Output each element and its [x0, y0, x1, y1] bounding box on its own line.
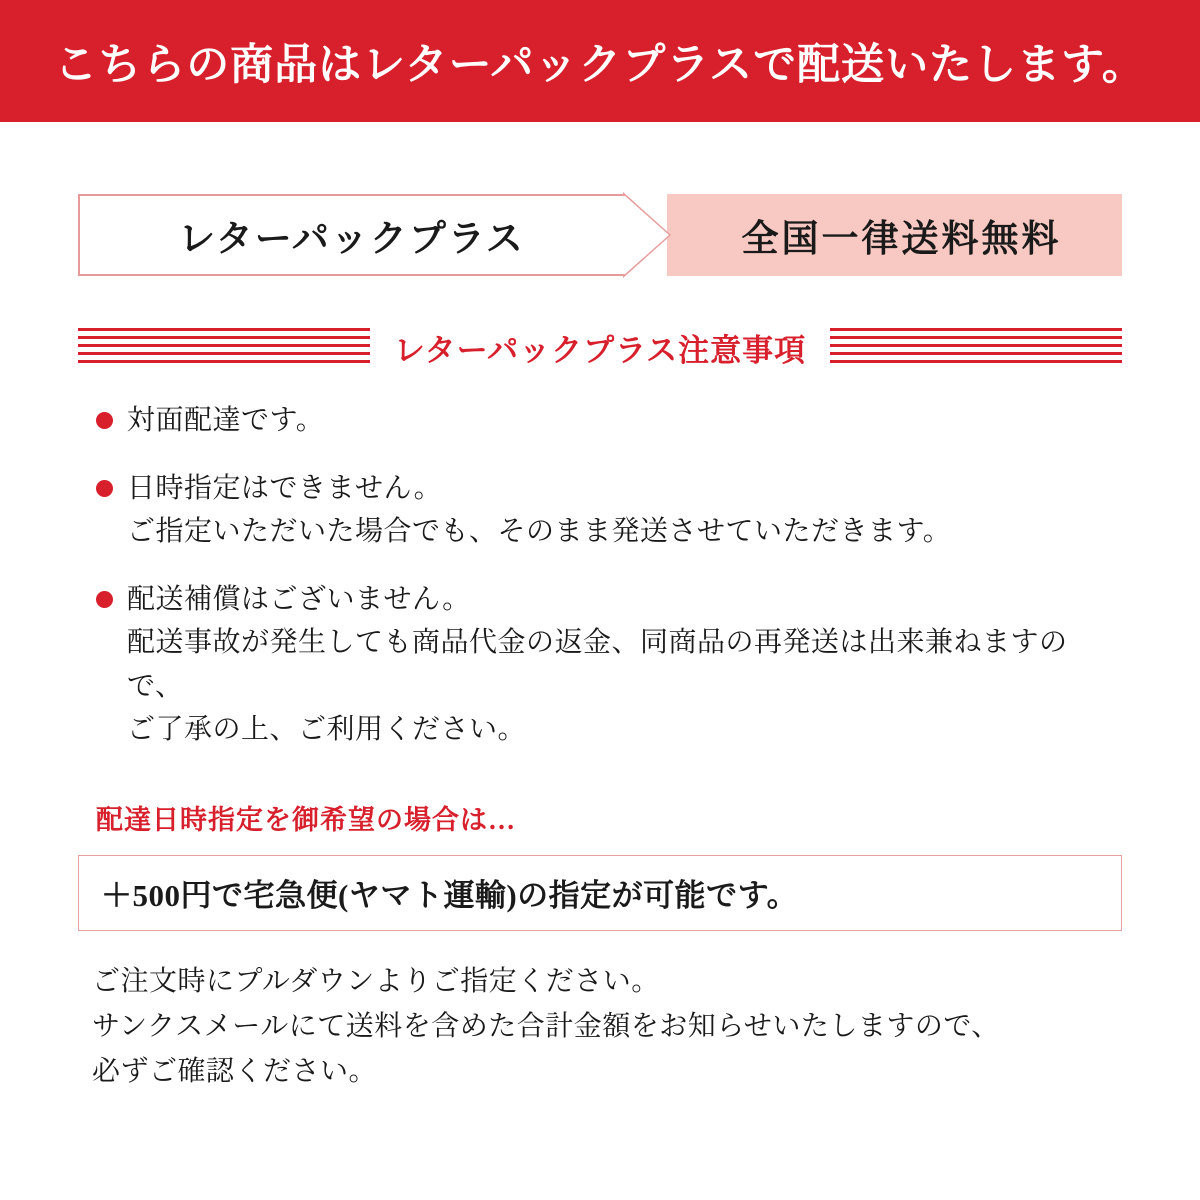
list-item	[96, 400, 1122, 442]
notice-section-title	[78, 320, 1122, 374]
price-option-box	[78, 855, 1122, 931]
footer-line: サンクスメールにて送料を含めた合計金額をお知らせいたしますので、	[92, 1010, 1000, 1042]
list-item-head	[96, 468, 1122, 510]
ribbon-left-label: レターパックプラス	[178, 219, 525, 260]
footer-line: 必ずご確認ください。	[92, 1056, 378, 1088]
stripe-rule-left	[78, 328, 370, 366]
ribbon-arrow-shape	[623, 194, 669, 276]
list-item-label: 配送補償はございません。	[127, 584, 471, 616]
list-item-head	[96, 400, 1122, 442]
bullet-dot-icon	[96, 480, 113, 497]
list-item	[96, 579, 1122, 751]
list-item	[96, 468, 1122, 553]
footer-line: ご注文時にプルダウンよりご指定ください。	[92, 965, 660, 997]
header-banner	[0, 0, 1200, 122]
footer-note	[92, 959, 1122, 1095]
ribbon-right-block	[667, 194, 1122, 276]
list-item-head	[96, 579, 1122, 621]
list-item-label: 日時指定はできません。	[127, 473, 443, 504]
price-option-text: ＋500円で宅急便(ヤマト運輸)の指定が可能です。	[101, 878, 799, 914]
list-item-label: 対面配達です。	[127, 405, 325, 436]
shipping-method-ribbon	[78, 194, 1122, 276]
ribbon-right-label: 全国一律送料無料	[741, 219, 1062, 260]
list-item-sub-text: 配送事故が発生しても商品代金の返金、同商品の再発送は出来兼ねますので、	[127, 627, 1068, 702]
ribbon-left-block	[78, 194, 623, 276]
list-item-sub-text: ご指定いただいた場合でも、そのまま発送させていただきます。	[127, 516, 952, 547]
notice-title-text: レターパックプラス注意事項	[393, 332, 807, 368]
bullet-dot-icon	[96, 412, 113, 429]
header-title: こちらの商品はレターパックプラスで配送いたします。	[54, 41, 1146, 89]
date-request-heading: 配達日時指定を御希望の場合は…	[96, 804, 516, 835]
notice-list	[96, 400, 1122, 752]
stripe-rule-right	[830, 328, 1122, 366]
ribbon-arrow-icon	[623, 194, 669, 276]
list-item-sub-text: ご了承の上、ご利用ください。	[127, 714, 527, 746]
bullet-dot-icon	[96, 591, 113, 608]
